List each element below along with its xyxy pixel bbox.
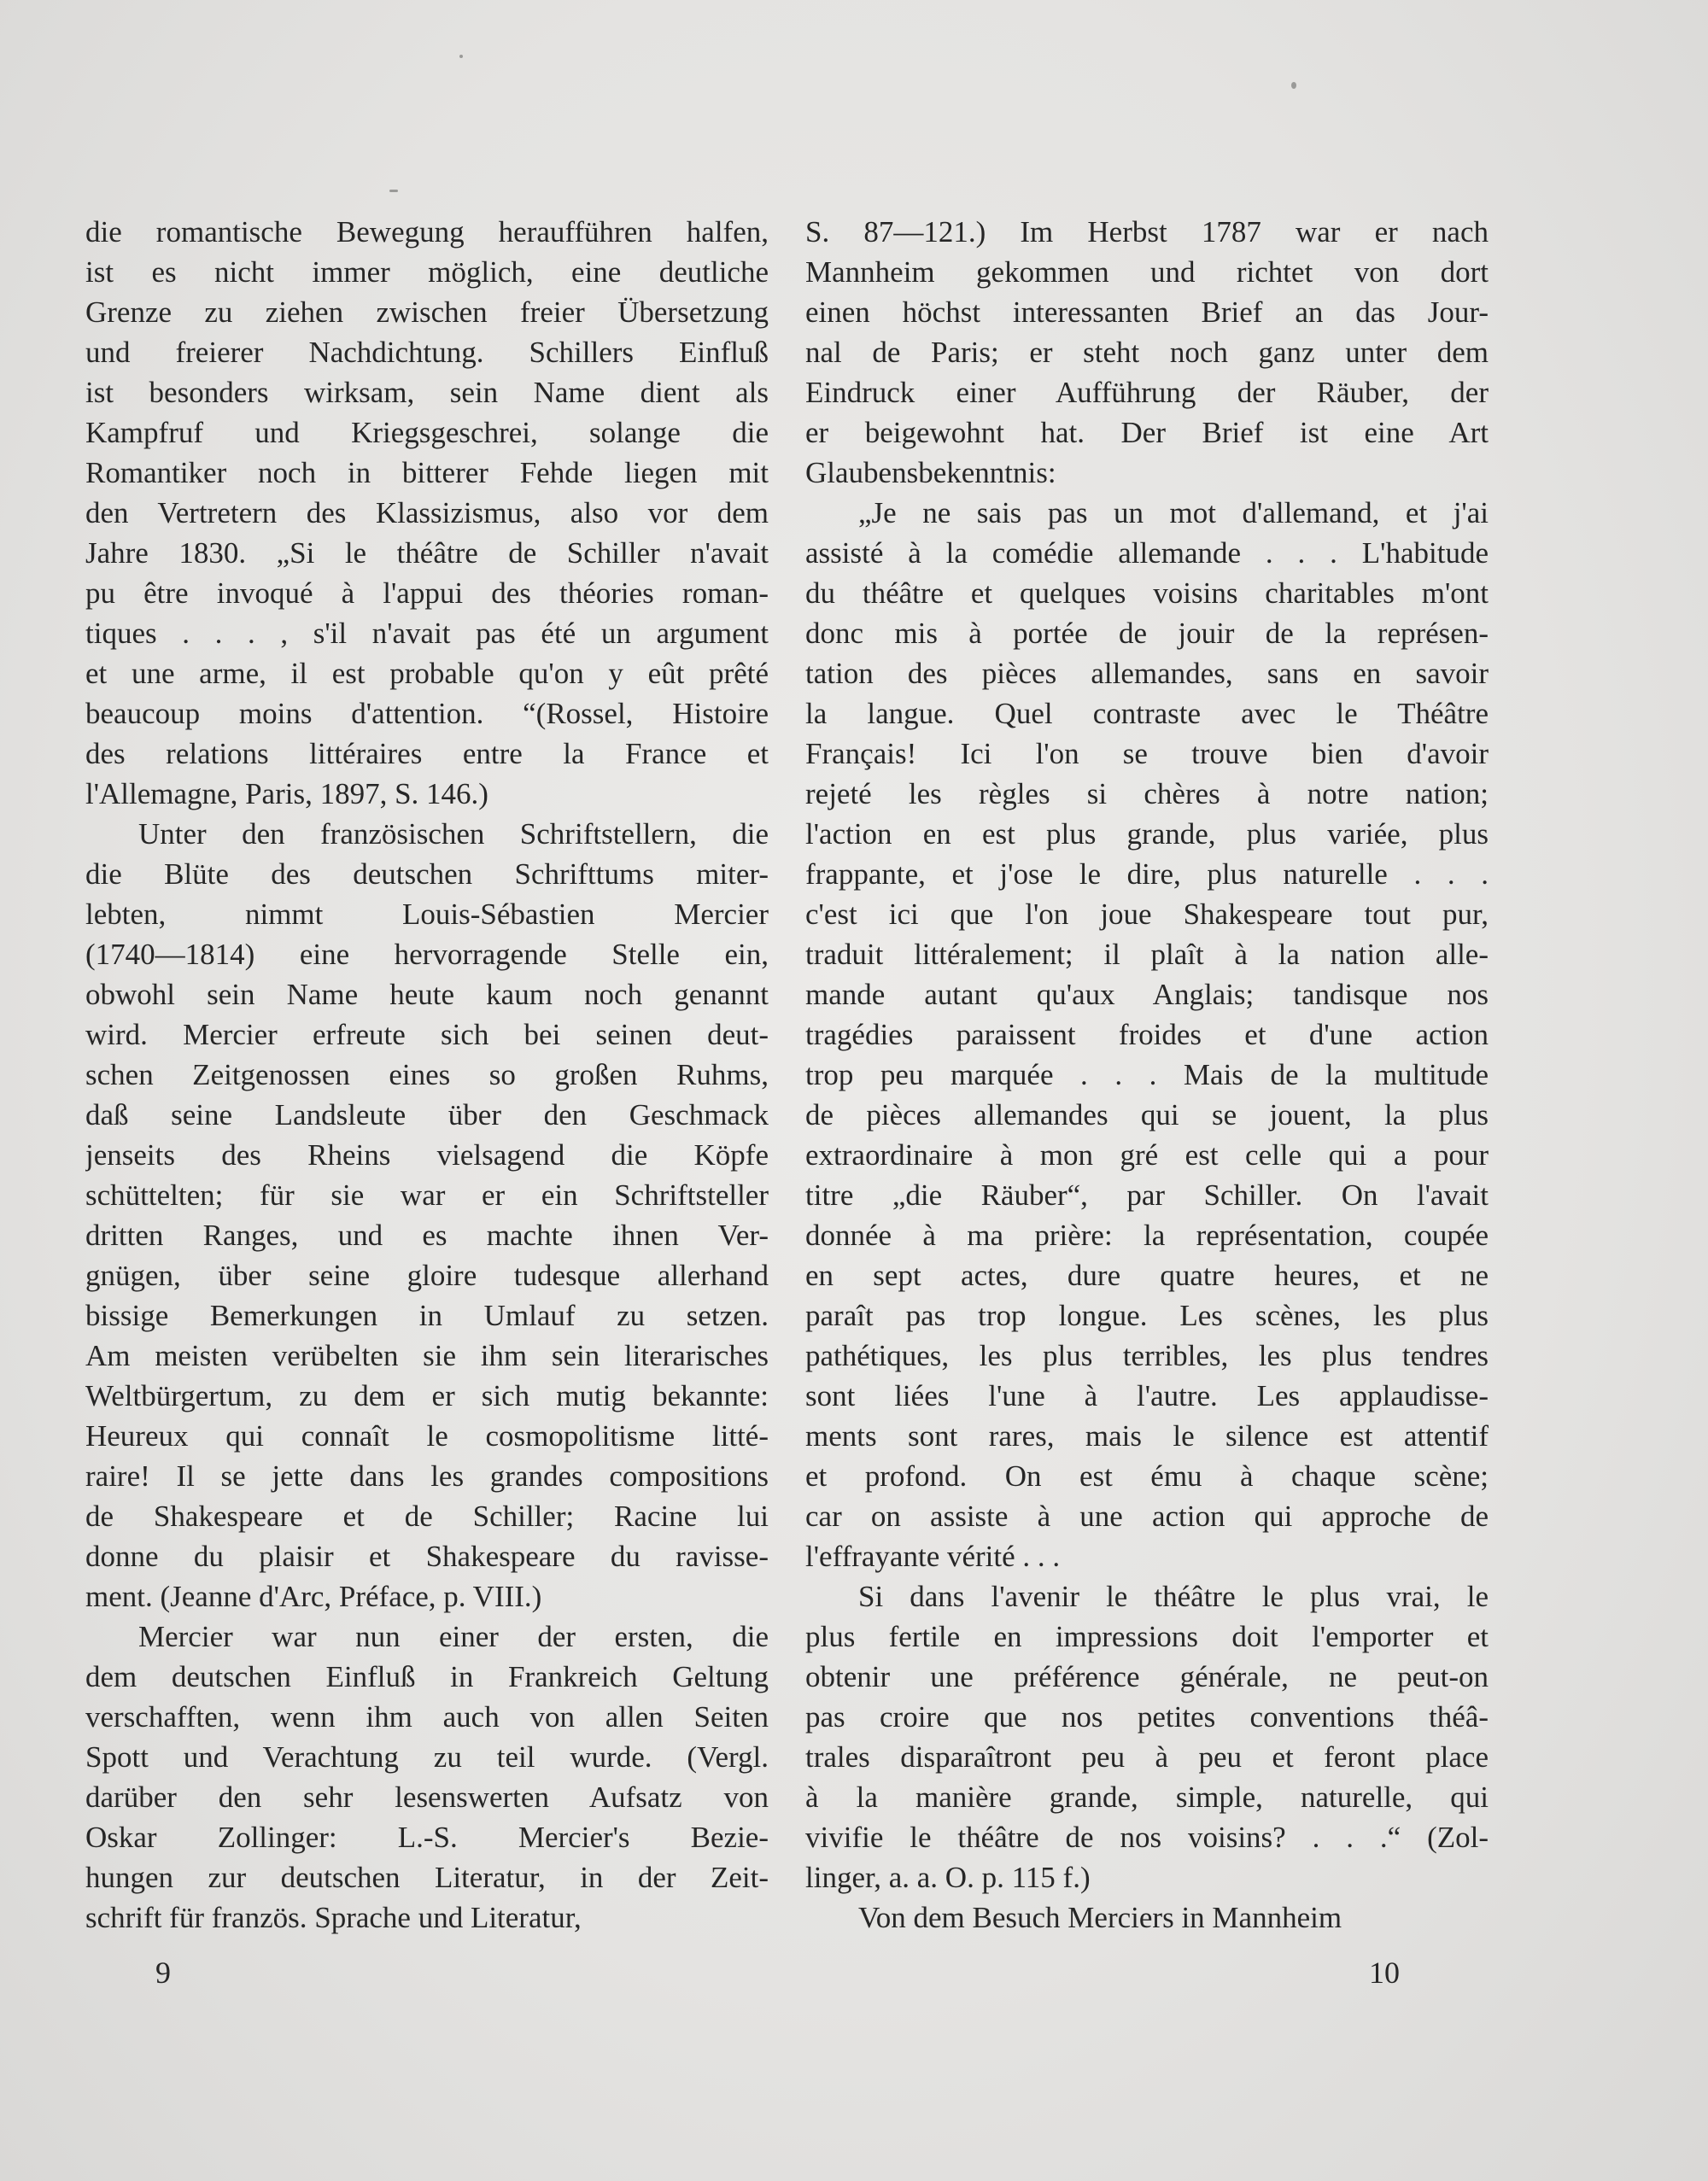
- text-line: Français! Ici l'on se trouve bien d'avoir: [805, 737, 1489, 770]
- text-line: Mercier war nun einer der ersten, die: [138, 1620, 769, 1653]
- text-line: bissige Bemerkungen in Umlauf zu setzen.: [85, 1299, 769, 1332]
- text-line: ment. (Jeanne d'Arc, Préface, p. VIII.): [85, 1580, 542, 1613]
- text-line: titre „die Räuber“, par Schiller. On l'avait: [805, 1178, 1489, 1212]
- text-line: schen Zeitgenossen eines so großen Ruhms,: [85, 1058, 769, 1091]
- text-line: daß seine Landsleute über den Geschmack: [85, 1098, 769, 1131]
- text-line: la langue. Quel contraste avec le Théâtre: [805, 697, 1489, 730]
- print-speck: [1291, 82, 1296, 89]
- print-speck: [459, 55, 463, 58]
- text-line: verschafften, wenn ihm auch von allen Seiten: [85, 1700, 769, 1734]
- text-line: assisté à la comédie allemande . . . L'habitude: [805, 536, 1489, 570]
- text-line: Am meisten verübelten sie ihm sein literarisches: [85, 1339, 769, 1372]
- right-page-column: [805, 212, 1489, 1938]
- text-line: donnée à ma prière: la représentation, coupée: [805, 1219, 1489, 1252]
- text-line: Spott und Verachtung zu teil wurde. (Vergl.: [85, 1740, 769, 1774]
- text-line: hungen zur deutschen Literatur, in der Zeit-: [85, 1861, 769, 1894]
- text-line: ist besonders wirksam, sein Name dient als: [85, 376, 769, 409]
- text-line: rejeté les règles si chères à notre nation;: [805, 777, 1489, 810]
- text-line: ist es nicht immer möglich, eine deutliche: [85, 255, 769, 289]
- text-line: schrift für französ. Sprache und Literatur,: [85, 1901, 582, 1934]
- text-line: et profond. On est ému à chaque scène;: [805, 1459, 1489, 1493]
- text-line: tiques . . . , s'il n'avait pas été un argument: [85, 617, 769, 650]
- text-line: l'effrayante vérité . . .: [805, 1540, 1061, 1573]
- text-line: trop peu marquée . . . Mais de la multitude: [805, 1058, 1489, 1091]
- text-line: linger, a. a. O. p. 115 f.): [805, 1861, 1091, 1894]
- text-line: obtenir une préférence générale, ne peut-on: [805, 1660, 1489, 1693]
- text-line: Weltbürgertum, zu dem er sich mutig bekannte:: [85, 1379, 769, 1412]
- text-line: car on assiste à une action qui approche de: [805, 1500, 1489, 1533]
- text-line: pu être invoqué à l'appui des théories roman-: [85, 576, 769, 610]
- text-line: et une arme, il est probable qu'on y eût prêté: [85, 657, 769, 690]
- text-line: dem deutschen Einfluß in Frankreich Geltung: [85, 1660, 769, 1693]
- text-line: Oskar Zollinger: L.-S. Mercier's Bezie-: [85, 1821, 769, 1854]
- text-line: vivifie le théâtre de nos voisins? . . .“ (Zol-: [805, 1821, 1489, 1854]
- text-line: und freierer Nachdichtung. Schillers Einfluß: [85, 336, 769, 369]
- text-line: c'est ici que l'on joue Shakespeare tout pur,: [805, 898, 1489, 931]
- text-line: nal de Paris; er steht noch ganz unter dem: [805, 336, 1489, 369]
- text-line: beaucoup moins d'attention. “(Rossel, Histoire: [85, 697, 769, 730]
- text-line: tation des pièces allemandes, sans en savoir: [805, 657, 1489, 690]
- text-line: Kampfruf und Kriegsgeschrei, solange die: [85, 416, 769, 449]
- text-line: tragédies paraissent froides et d'une action: [805, 1018, 1489, 1051]
- text-line: die romantische Bewegung heraufführen halfen,: [85, 215, 769, 249]
- text-line: raire! Il se jette dans les grandes compositions: [85, 1459, 769, 1493]
- text-line: paraît pas trop longue. Les scènes, les plus: [805, 1299, 1489, 1332]
- text-line: sont liées l'une à l'autre. Les applaudisse-: [805, 1379, 1489, 1412]
- text-line: pathétiques, les plus terribles, les plus tendres: [805, 1339, 1489, 1372]
- text-line: frappante, et j'ose le dire, plus naturelle . . .: [805, 857, 1489, 891]
- text-line: l'Allemagne, Paris, 1897, S. 146.): [85, 777, 488, 810]
- text-line: donc mis à portée de jouir de la représen-: [805, 617, 1489, 650]
- text-line: wird. Mercier erfreute sich bei seinen deut-: [85, 1018, 769, 1051]
- text-line: gnügen, über seine gloire tudesque allerhand: [85, 1259, 769, 1292]
- text-line: extraordinaire à mon gré est celle qui a pour: [805, 1138, 1489, 1172]
- text-line: pas croire que nos petites conventions théâ-: [805, 1700, 1489, 1734]
- text-line: plus fertile en impressions doit l'emporter et: [805, 1620, 1489, 1653]
- page-number-left: 9: [155, 1956, 171, 1990]
- text-line: (1740—1814) eine hervorragende Stelle ein,: [85, 938, 769, 971]
- left-page-column: [85, 212, 769, 1938]
- text-line: Unter den französischen Schriftstellern, die: [138, 817, 769, 851]
- text-line: ments sont rares, mais le silence est attentif: [805, 1419, 1489, 1453]
- text-line: „Je ne sais pas un mot d'allemand, et j'ai: [858, 496, 1489, 529]
- text-line: des relations littéraires entre la France et: [85, 737, 769, 770]
- text-line: de pièces allemandes qui se jouent, la plus: [805, 1098, 1489, 1131]
- text-line: traduit littéralement; il plaît à la nation alle-: [805, 938, 1489, 971]
- text-line: en sept actes, dure quatre heures, et ne: [805, 1259, 1489, 1292]
- text-line: Jahre 1830. „Si le théâtre de Schiller n'avait: [85, 536, 769, 570]
- text-line: de Shakespeare et de Schiller; Racine lui: [85, 1500, 769, 1533]
- text-line: dritten Ranges, und es machte ihnen Ver-: [85, 1219, 769, 1252]
- text-line: à la manière grande, simple, naturelle, qui: [805, 1780, 1489, 1814]
- text-line: die Blüte des deutschen Schrifttums miter-: [85, 857, 769, 891]
- text-line: Von dem Besuch Merciers in Mannheim: [858, 1901, 1342, 1934]
- page-number-right: 10: [1369, 1956, 1400, 1990]
- text-line: schüttelten; für sie war er ein Schriftsteller: [85, 1178, 769, 1212]
- text-line: Eindruck einer Aufführung der Räuber, der: [805, 376, 1489, 409]
- text-line: darüber den sehr lesenswerten Aufsatz von: [85, 1780, 769, 1814]
- text-line: Mannheim gekommen und richtet von dort: [805, 255, 1489, 289]
- text-line: Glaubensbekenntnis:: [805, 456, 1056, 489]
- text-line: er beigewohnt hat. Der Brief ist eine Art: [805, 416, 1489, 449]
- text-line: einen höchst interessanten Brief an das Jour-: [805, 295, 1489, 329]
- text-line: Heureux qui connaît le cosmopolitisme litté-: [85, 1419, 769, 1453]
- text-line: Romantiker noch in bitterer Fehde liegen mit: [85, 456, 769, 489]
- text-line: du théâtre et quelques voisins charitables m'ont: [805, 576, 1489, 610]
- print-speck: [389, 190, 398, 192]
- text-line: obwohl sein Name heute kaum noch genannt: [85, 978, 769, 1011]
- text-line: S. 87—121.) Im Herbst 1787 war er nach: [805, 215, 1489, 249]
- text-line: jenseits des Rheins vielsagend die Köpfe: [85, 1138, 769, 1172]
- text-line: Si dans l'avenir le théâtre le plus vrai, le: [858, 1580, 1489, 1613]
- text-line: donne du plaisir et Shakespeare du ravisse-: [85, 1540, 769, 1573]
- text-line: Grenze zu ziehen zwischen freier Übersetzung: [85, 295, 769, 329]
- text-line: mande autant qu'aux Anglais; tandisque nos: [805, 978, 1489, 1011]
- text-line: l'action en est plus grande, plus variée, plus: [805, 817, 1489, 851]
- text-line: lebten, nimmt Louis-Sébastien Mercier: [85, 898, 769, 931]
- text-line: den Vertretern des Klassizismus, also vor dem: [85, 496, 769, 529]
- text-line: trales disparaîtront peu à peu et feront place: [805, 1740, 1489, 1774]
